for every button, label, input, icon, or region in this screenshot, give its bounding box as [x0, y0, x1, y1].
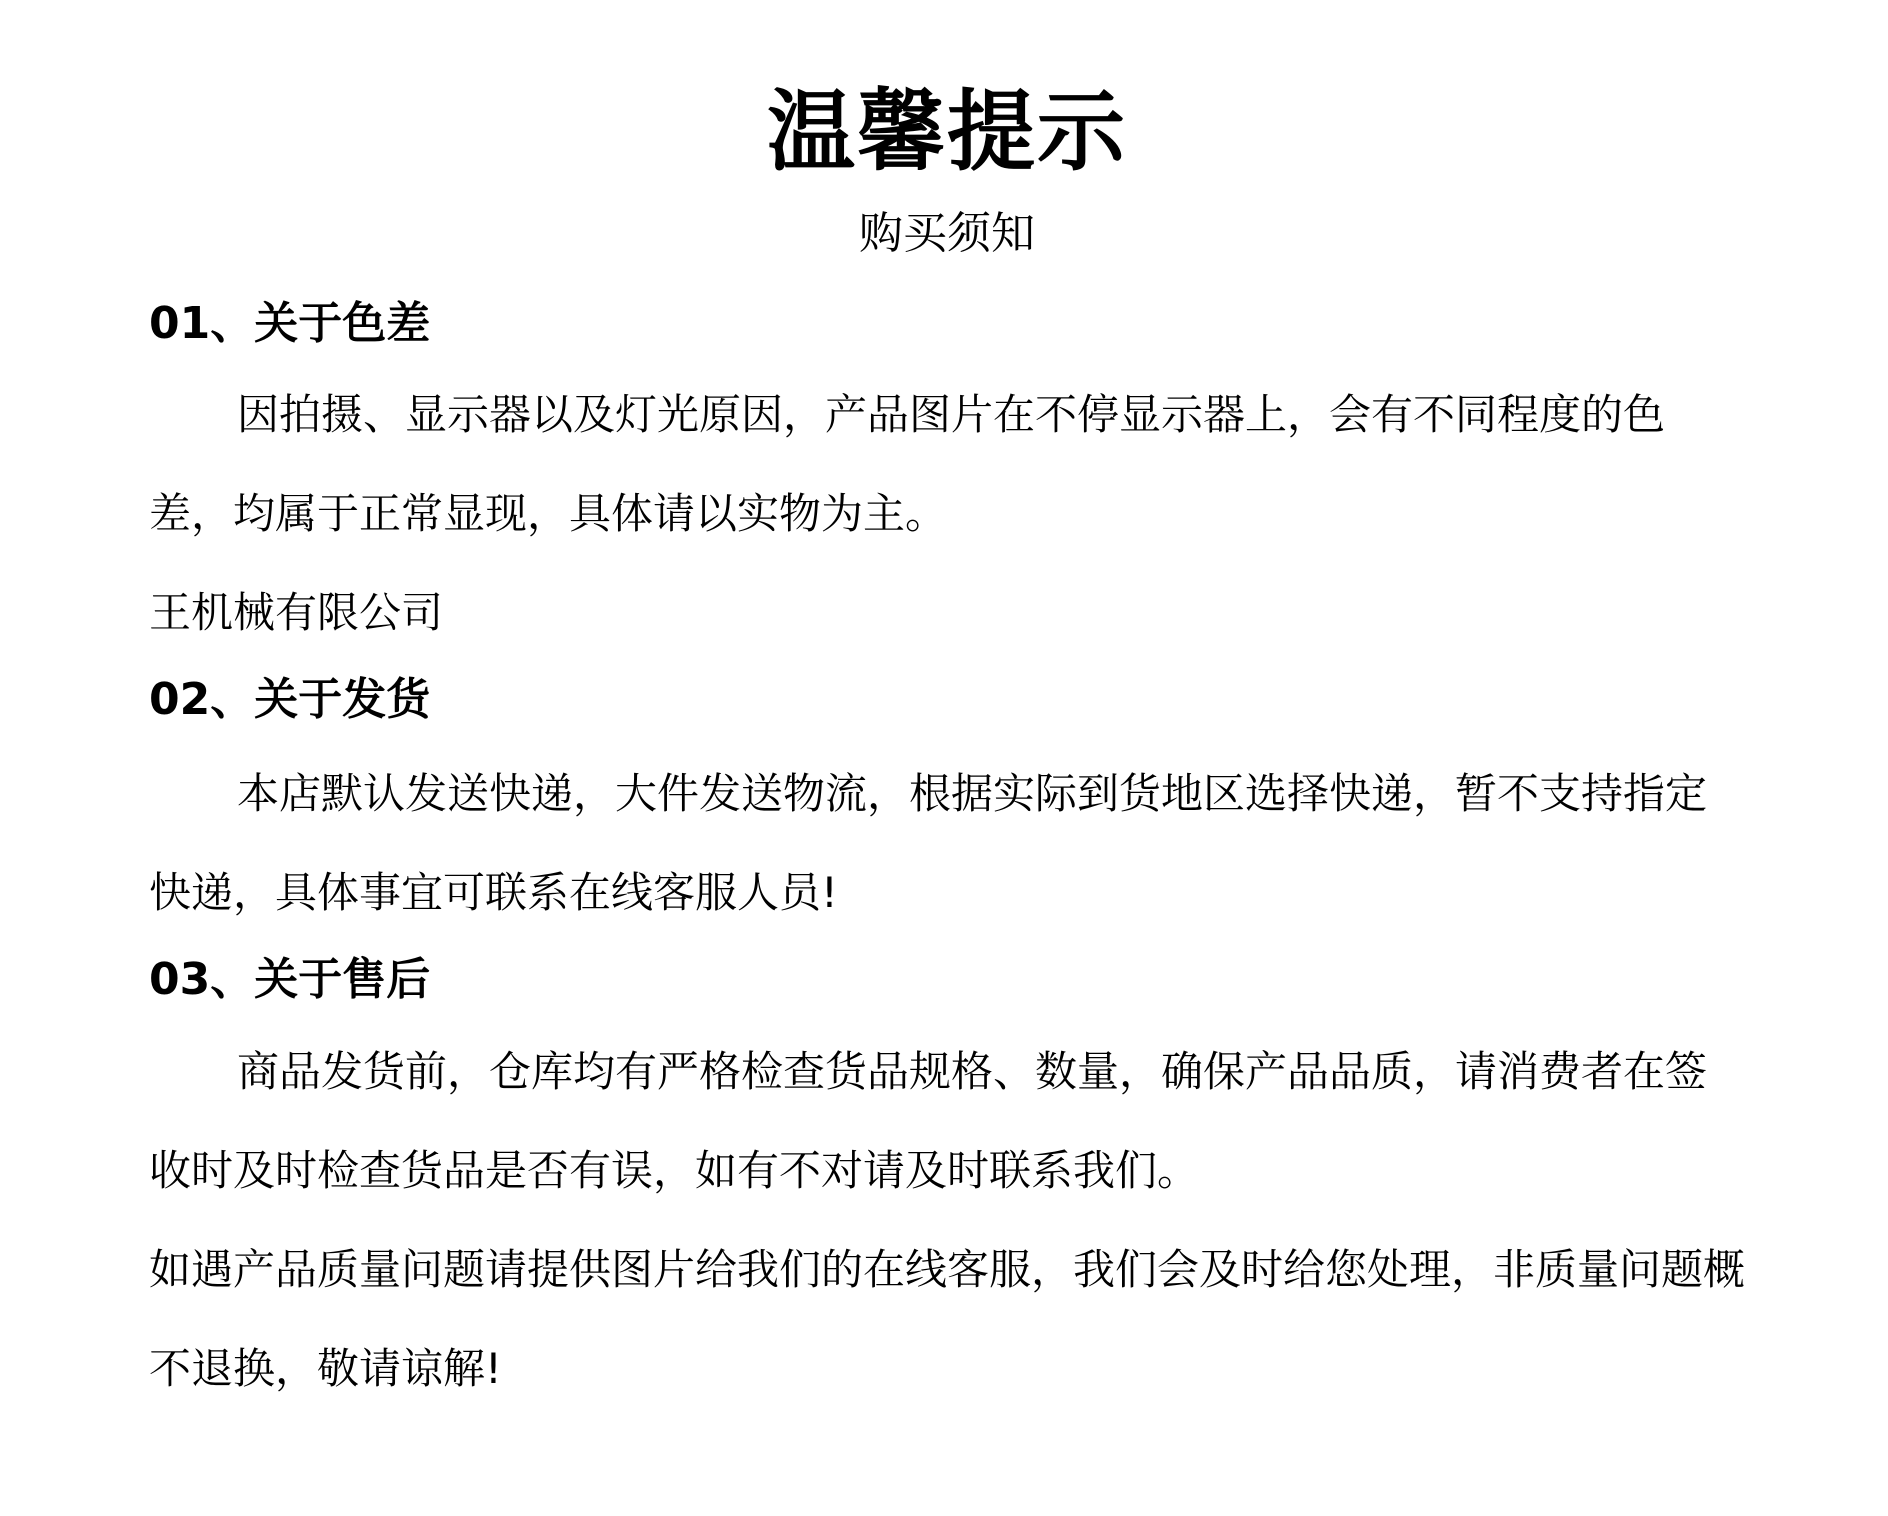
- section-color-difference: [149, 294, 1745, 662]
- section-shipping: [149, 670, 1745, 942]
- section-body: 因拍摄、显示器以及灯光原因，产品图片在不停显示器上，会有不同程度的色差，均属于正常显现，具体请以实物为主。: [149, 390, 1666, 538]
- section-after-sales: [149, 950, 1745, 1418]
- section-heading: 02、关于发货: [149, 674, 431, 725]
- section-heading: 01、关于色差: [149, 298, 431, 349]
- section-heading: 03、关于售后: [149, 954, 431, 1005]
- company-name: 王机械有限公司: [149, 588, 444, 637]
- page-title: 温馨提示: [766, 80, 1127, 183]
- section-body: 商品发货前，仓库均有严格检查货品规格、数量，确保产品品质，请消费者在签收时及时检查货品是否有误，如有不对请及时联系我们。: [149, 1047, 1708, 1195]
- section-note: 如遇产品质量问题请提供图片给我们的在线客服，我们会及时给您处理，非质量问题概不退换，敬请谅解!: [149, 1245, 1746, 1393]
- section-body: 本店默认发送快递，大件发送物流，根据实际到货地区选择快递，暂不支持指定快递，具体事宜可联系在线客服人员!: [149, 769, 1708, 917]
- page-subtitle: 购买须知: [859, 208, 1035, 259]
